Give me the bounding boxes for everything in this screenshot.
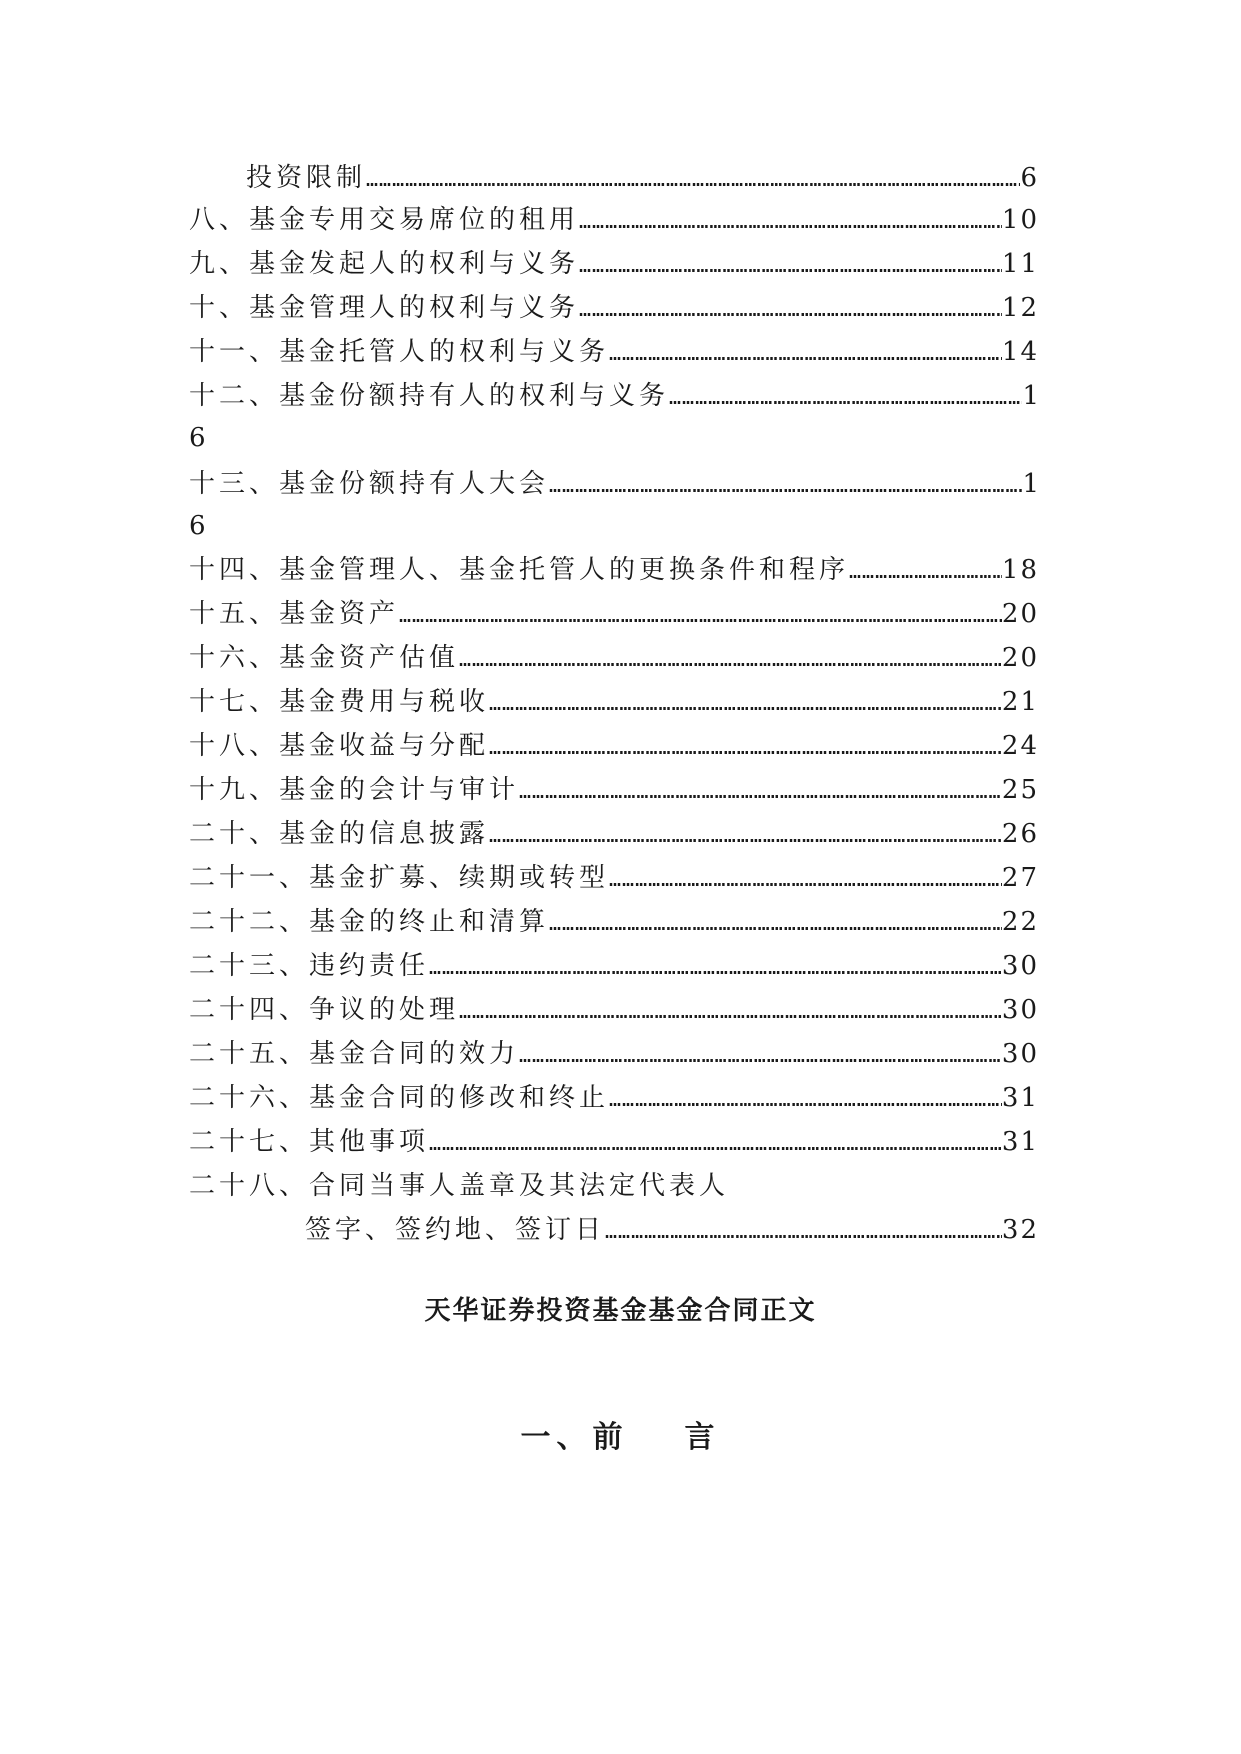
toc-leader — [609, 333, 1002, 373]
toc-entry — [189, 682, 1039, 722]
toc-entry — [189, 946, 1039, 986]
toc-entry-page: 31 — [1001, 1083, 1039, 1113]
document-title: 天华证券投资基金基金合同正文 — [424, 1296, 817, 1326]
toc-leader — [579, 245, 1002, 285]
toc-entry-page: 14 — [1001, 337, 1039, 367]
toc-entry-title: 二十二、基金的终止和清算 — [189, 907, 550, 937]
toc-entry-page: 30 — [1001, 995, 1039, 1025]
toc-leader — [549, 465, 1022, 505]
toc-leader — [399, 595, 1002, 635]
toc-entry — [189, 244, 1039, 284]
toc-entry-title: 十、基金管理人的权利与义务 — [189, 293, 580, 323]
toc-entry-page: 12 — [1001, 293, 1039, 323]
toc-entry-page: 31 — [1001, 1127, 1039, 1157]
toc-entry-page: 1 — [1022, 469, 1039, 499]
toc-entry — [189, 902, 1039, 942]
toc-entry-title: 十二、基金份额持有人的权利与义务 — [189, 381, 670, 411]
toc-entry-title: 二十八、合同当事人盖章及其法定代表人 — [189, 1171, 730, 1201]
toc-entry — [305, 1210, 1039, 1250]
toc-leader — [489, 815, 1002, 855]
toc-entry — [189, 990, 1039, 1030]
toc-entry-title: 二十、基金的信息披露 — [189, 819, 490, 849]
toc-entry-title: 二十四、争议的处理 — [189, 995, 460, 1025]
toc-entry — [189, 1034, 1039, 1074]
toc-entry-title: 十八、基金收益与分配 — [189, 731, 490, 761]
toc-entry-title: 八、基金专用交易席位的租用 — [189, 205, 580, 235]
toc-entry-page: 25 — [1001, 775, 1039, 805]
toc-entry-page: 18 — [1001, 555, 1039, 585]
toc-entry — [189, 200, 1039, 240]
toc-entry-page: 32 — [1001, 1215, 1039, 1245]
toc-entry — [189, 288, 1039, 328]
toc-entry-title: 签字、签约地、签订日 — [305, 1215, 606, 1245]
toc-leader — [519, 1035, 1002, 1075]
section-heading-part1: 一、前 — [520, 1420, 629, 1455]
toc-entry-title: 十七、基金费用与税收 — [189, 687, 490, 717]
toc-entry — [189, 464, 1039, 504]
toc-leader — [366, 159, 1020, 199]
toc-entry-title: 十六、基金资产估值 — [189, 643, 460, 673]
toc-entry-page: 30 — [1001, 1039, 1039, 1069]
toc-entry-page: 27 — [1001, 863, 1039, 893]
toc-leader — [519, 771, 1002, 811]
toc-entry-page: 30 — [1001, 951, 1039, 981]
toc-leader — [669, 377, 1022, 417]
toc-entry-page: 21 — [1001, 687, 1039, 717]
toc-entry — [189, 858, 1039, 898]
toc-leader — [459, 639, 1002, 679]
toc-entry-title: 九、基金发起人的权利与义务 — [189, 249, 580, 279]
toc-leader — [849, 551, 1002, 591]
toc-leader — [609, 859, 1002, 899]
toc-leader — [459, 991, 1002, 1031]
toc-entry — [189, 1078, 1039, 1118]
toc-leader — [605, 1211, 1002, 1251]
toc-entry-title: 十五、基金资产 — [189, 599, 400, 629]
toc-entry — [246, 158, 1039, 198]
toc-entry — [189, 550, 1039, 590]
toc-entry-page: 20 — [1001, 599, 1039, 629]
toc-entry-title: 二十七、其他事项 — [189, 1127, 430, 1157]
toc-leader — [489, 683, 1002, 723]
toc-entry-page-wrap: 6 — [189, 511, 206, 541]
toc-entry-page: 10 — [1001, 205, 1039, 235]
toc-leader — [429, 947, 1002, 987]
toc-entry-title: 二十三、违约责任 — [189, 951, 430, 981]
toc-entry-title: 投资限制 — [246, 163, 367, 193]
toc-entry — [189, 1122, 1039, 1162]
toc-entry — [189, 638, 1039, 678]
toc-entry-title: 二十一、基金扩募、续期或转型 — [189, 863, 610, 893]
toc-leader — [429, 1123, 1002, 1163]
toc-entry-title: 十三、基金份额持有人大会 — [189, 469, 550, 499]
section-heading-part2: 言 — [684, 1420, 721, 1455]
toc-entry — [189, 814, 1039, 854]
toc-entry-page: 24 — [1001, 731, 1039, 761]
toc-leader — [609, 1079, 1002, 1119]
toc-entry — [189, 726, 1039, 766]
toc-entry — [189, 770, 1039, 810]
toc-leader — [579, 201, 1002, 241]
toc-entry — [189, 1166, 1039, 1206]
toc-entry-title: 十一、基金托管人的权利与义务 — [189, 337, 610, 367]
toc-entry-page: 20 — [1001, 643, 1039, 673]
toc-entry-title: 十九、基金的会计与审计 — [189, 775, 520, 805]
toc-entry-page: 22 — [1001, 907, 1039, 937]
toc-entry — [189, 332, 1039, 372]
toc-entry-title: 二十六、基金合同的修改和终止 — [189, 1083, 610, 1113]
toc-entry-page: 6 — [1020, 163, 1039, 193]
toc-leader — [489, 727, 1002, 767]
toc-entry-page: 1 — [1022, 381, 1039, 411]
toc-leader — [549, 903, 1002, 943]
toc-entry-title: 二十五、基金合同的效力 — [189, 1039, 520, 1069]
toc-leader — [579, 289, 1002, 329]
toc-entry-page-wrap: 6 — [189, 423, 206, 453]
toc-entry-title: 十四、基金管理人、基金托管人的更换条件和程序 — [189, 555, 850, 585]
toc-entry — [189, 594, 1039, 634]
toc-entry — [189, 376, 1039, 416]
toc-entry-page: 26 — [1001, 819, 1039, 849]
toc-entry-page: 11 — [1001, 249, 1039, 279]
section-heading — [0, 1412, 1241, 1456]
